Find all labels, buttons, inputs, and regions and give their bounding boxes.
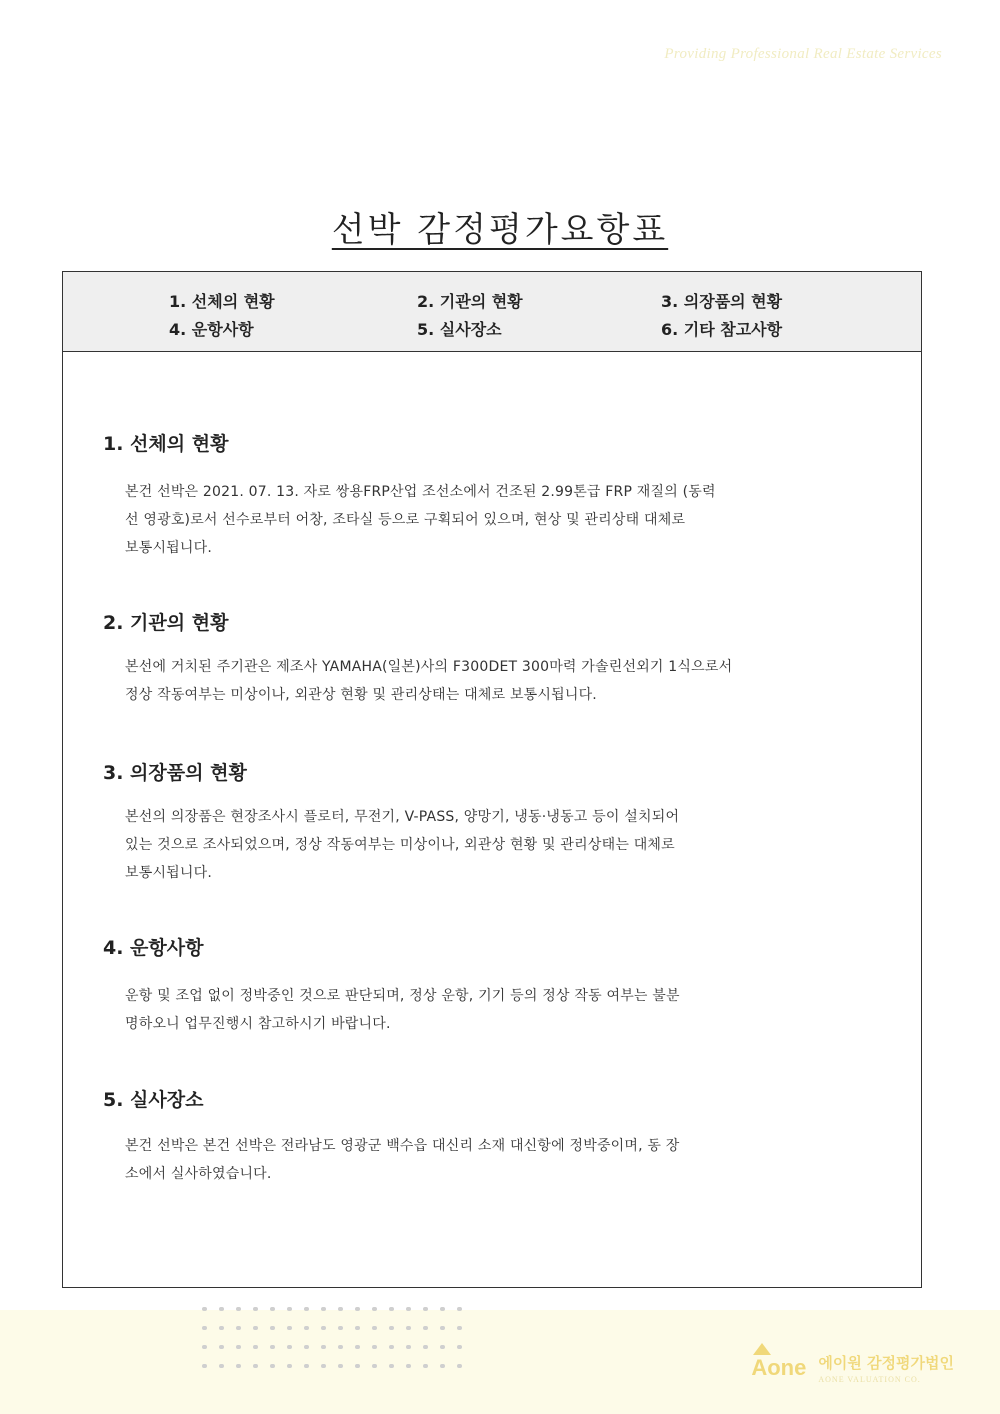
section-body-1 — [125, 478, 860, 562]
section-1-line-1: 본건 선박은 2021. 07. 13. 자로 쌍용FRP산업 조선소에서 건조된 2.99톤급 FRP 재질의 (동력 — [125, 484, 716, 500]
section-body-5 — [125, 1132, 860, 1188]
section-3-line-2: 있는 것으로 조사되었으며, 정상 작동여부는 미상이나, 외관상 현황 및 관리상태는 대체로 — [125, 837, 675, 853]
section-body-3 — [125, 803, 860, 887]
section-heading-5: 5. 실사장소 — [103, 1089, 204, 1111]
section-4-line-1: 운항 및 조업 없이 정박중인 것으로 판단되며, 정상 운항, 기기 등의 정상 작동 여부는 불분 — [125, 988, 680, 1004]
section-2-line-2: 정상 작동여부는 미상이나, 외관상 현황 및 관리상태는 대체로 보통시됩니다. — [125, 687, 597, 703]
table-of-contents — [63, 272, 921, 352]
header-watermark: Providing Professional Real Estate Services — [664, 46, 942, 62]
section-heading-4: 4. 운항사항 — [103, 937, 204, 959]
section-heading-3: 3. 의장품의 현황 — [103, 762, 247, 784]
section-3-line-1: 본선의 의장품은 현장조사시 플로터, 무전기, V-PASS, 양망기, 냉동·냉동고 등이 설치되어 — [125, 809, 680, 825]
logo-text — [818, 1352, 954, 1384]
section-1-line-2: 선 영광호)로서 선수로부터 어창, 조타실 등으로 구획되어 있으며, 현상 및 관리상태 대체로 — [125, 512, 686, 528]
logo-mark-text: Aone — [751, 1355, 807, 1380]
toc-item-3: 3. 의장품의 현황 — [661, 292, 783, 311]
toc-item-4: 4. 운항사항 — [169, 320, 254, 339]
section-body-2 — [125, 653, 860, 709]
aone-logo-icon — [751, 1355, 806, 1381]
section-5-line-2: 소에서 실사하였습니다. — [125, 1166, 272, 1182]
section-body-4 — [125, 982, 860, 1038]
section-5-line-1: 본건 선박은 본건 선박은 전라남도 영광군 백수읍 대신리 소재 대신항에 정박중이며, 동 장 — [125, 1138, 680, 1154]
section-3-line-3: 보통시됩니다. — [125, 865, 212, 881]
section-2-line-1: 본선에 거치된 주기관은 제조사 YAMAHA(일본)사의 F300DET 300마력 가솔린선외기 1식으로서 — [125, 659, 733, 675]
section-heading-1: 1. 선체의 현황 — [103, 433, 229, 455]
section-4-line-2: 명하오니 업무진행시 참고하시기 바랍니다. — [125, 1016, 391, 1032]
section-1-line-3: 보통시됩니다. — [125, 540, 212, 556]
toc-item-6: 6. 기타 참고사항 — [661, 320, 783, 339]
document-title-text: 선박 감정평가요항표 — [331, 210, 669, 250]
toc-item-5: 5. 실사장소 — [417, 320, 502, 339]
document-title — [0, 202, 1000, 251]
footer-dot-pattern — [196, 1300, 468, 1376]
content-frame — [62, 271, 922, 1288]
logo-name-kr: 에이원 감정평가법인 — [818, 1354, 954, 1372]
toc-item-2: 2. 기관의 현황 — [417, 292, 523, 311]
section-heading-2: 2. 기관의 현황 — [103, 612, 229, 634]
company-logo — [751, 1352, 954, 1384]
toc-item-1: 1. 선체의 현황 — [169, 292, 275, 311]
logo-name-en: AONE VALUATION CO. — [818, 1375, 921, 1384]
